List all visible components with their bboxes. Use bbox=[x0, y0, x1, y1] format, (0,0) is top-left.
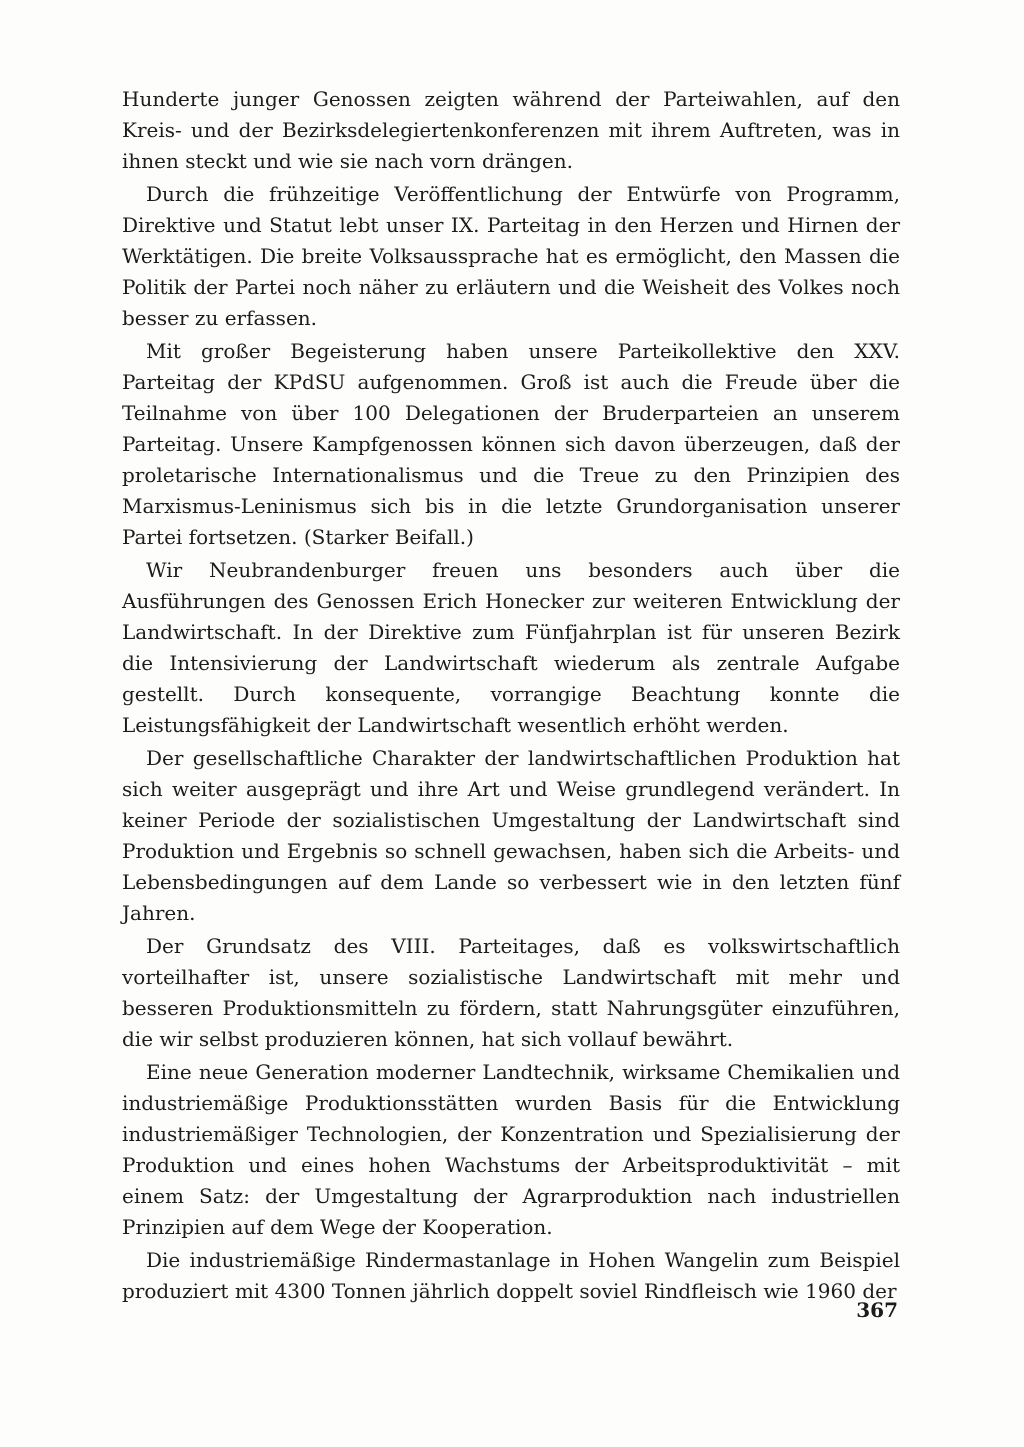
paragraph-3: Mit großer Begeisterung haben unsere Parteikollektive den XXV. Parteitag der KPdSU aufgenommen. Groß ist auch die Freude über die Teilnahme von über 100 Delegationen der Bruderparteien an unserem Parteitag. Unsere Kampfgenossen können sich davon überzeugen, daß der proletarische Internationalismus und die Treue zu den Prinzipien des Marxismus-Leninismus sich bis in die letzte Grundorganisation unserer Partei fortsetzen. (Starker Beifall.) bbox=[122, 339, 900, 549]
page-number: 367 bbox=[856, 1298, 898, 1322]
paragraph-8: Die industriemäßige Rindermastanlage in Hohen Wangelin zum Beispiel produziert mit 4300 Tonnen jährlich doppelt soviel Rindfleisch wie 1960 der bbox=[122, 1248, 900, 1303]
paragraph-1: Hunderte junger Genossen zeigten während der Parteiwahlen, auf den Kreis- und der Bezirksdelegiertenkonferenzen mit ihrem Auftreten, was in ihnen steckt und wie sie nach vorn drängen. bbox=[122, 87, 900, 173]
body-text bbox=[122, 84, 900, 1309]
paragraph-2: Durch die frühzeitige Veröffentlichung der Entwürfe von Programm, Direktive und Statut lebt unser IX. Parteitag in den Herzen und Hirnen der Werktätigen. Die breite Volksaussprache hat es ermöglicht, den Massen die Politik der Partei noch näher zu erläutern und die Weisheit des Volkes noch besser zu erfassen. bbox=[122, 182, 900, 330]
paragraph-7: Eine neue Generation moderner Landtechnik, wirksame Chemikalien und industriemäßige Produktionsstätten wurden Basis für die Entwicklung industriemäßiger Technologien, der Konzentration und Spezialisierung der Produktion und eines hohen Wachstums der Arbeitsproduktivität – mit einem Satz: der Umgestaltung der Agrarproduktion nach industriellen Prinzipien auf dem Wege der Kooperation. bbox=[122, 1060, 900, 1239]
paragraph-5: Der gesellschaftliche Charakter der landwirtschaftlichen Produktion hat sich weiter ausgeprägt und ihre Art und Weise grundlegend verändert. In keiner Periode der sozialistischen Umgestaltung der Landwirtschaft sind Produktion und Ergebnis so schnell gewachsen, haben sich die Arbeits- und Lebensbedingungen auf dem Lande so verbessert wie in den letzten fünf Jahren. bbox=[122, 746, 900, 925]
paragraph-6: Der Grundsatz des VIII. Parteitages, daß es volkswirtschaftlich vorteilhafter ist, unsere sozialistische Landwirtschaft mit mehr und besseren Produktionsmitteln zu fördern, statt Nahrungsgüter einzuführen, die wir selbst produzieren können, hat sich vollauf bewährt. bbox=[122, 934, 900, 1051]
paragraph-4: Wir Neubrandenburger freuen uns besonders auch über die Ausführungen des Genossen Erich Honecker zur weiteren Entwicklung der Landwirtschaft. In der Direktive zum Fünfjahrplan ist für unseren Bezirk die Intensivierung der Landwirtschaft wiederum als zentrale Aufgabe gestellt. Durch konsequente, vorrangige Beachtung konnte die Leistungsfähigkeit der Landwirtschaft wesentlich erhöht werden. bbox=[122, 558, 900, 737]
